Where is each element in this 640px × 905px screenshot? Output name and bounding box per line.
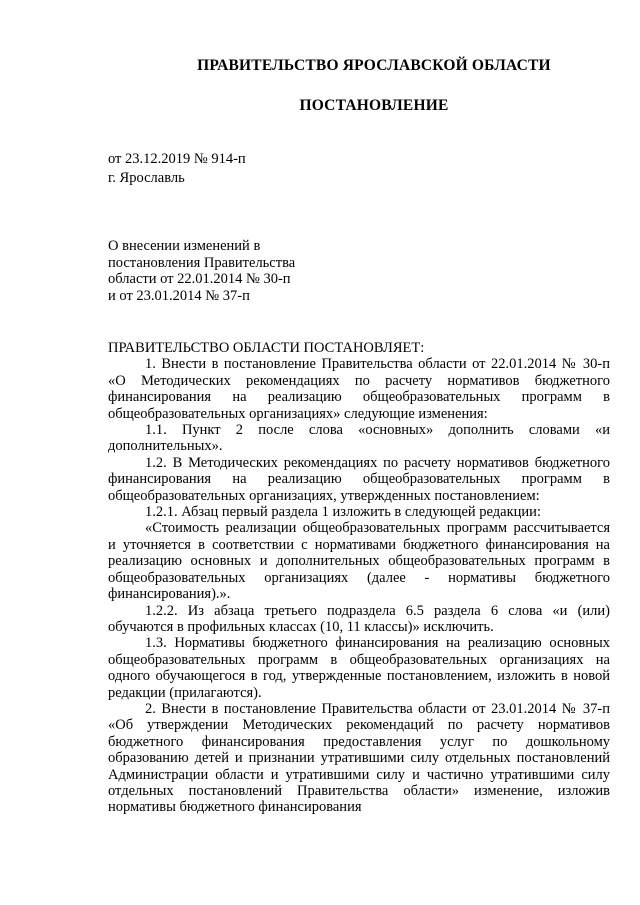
paragraph-1-2-1: 1.2.1. Абзац первый раздела 1 изложить в следующей редакции:	[145, 504, 541, 521]
date-number: от 23.12.2019 № 914-п	[108, 151, 246, 167]
paragraph-1-1: 1.1. Пункт 2 после слова «основных» дополнить словами «и дополнительных».	[108, 422, 610, 455]
subject-line: О внесении изменений в	[108, 238, 261, 254]
paragraph-1-2-2: 1.2.2. Из абзаца третьего подраздела 6.5 раздела 6 слова «и (или) обучаются в профильных классах (10, 11 классы)» исключить.	[108, 602, 610, 635]
paragraph-1-2: 1.2. В Методических рекомендациях по расчету нормативов бюджетного финансирования на реализацию общеобразовательных программ в общеобразовательных организациях, утвержденных постановлением:	[108, 454, 610, 504]
subject-line: области от 22.01.2014 № 30-п	[108, 271, 291, 287]
paragraph-1-3: 1.3. Нормативы бюджетного финансирования на реализацию основных общеобразовательных программ в общеобразовательных организациях на одного обучающегося в год, утвержденные постановлением, изложить в новой редакции (прилагаются).	[108, 635, 610, 701]
document-subject	[108, 238, 323, 304]
document-type-title: ПОСТАНОВЛЕНИЕ	[299, 97, 449, 114]
document-meta	[108, 150, 246, 188]
paragraph-1: 1. Внести в постановление Правительства области от 22.01.2014 № 30-п «О Методических рекомендациях по расчету нормативов бюджетного финансирования на реализацию общеобразовательных программ в общеобразовательных организациях» следующие изменения:	[108, 356, 610, 422]
subject-line: и от 23.01.2014 № 37-п	[108, 287, 250, 304]
city: г. Ярославль	[108, 170, 185, 186]
document-body	[108, 340, 610, 816]
paragraph-2: 2. Внести в постановление Правительства области от 23.01.2014 № 37-п «Об утверждении Методических рекомендаций по расчету нормативов бюджетного финансирования предоставления услуг по дошкольному образованию детей и признании утратившими силу отдельных постановлений Администрации области и утратившими силу и частично утратившими силу отдельных постановлений Правительства области» изменение, изложив нормативы бюджетного финансирования	[108, 700, 610, 816]
preamble: ПРАВИТЕЛЬСТВО ОБЛАСТИ ПОСТАНОВЛЯЕТ:	[108, 340, 425, 356]
paragraph-quote: «Стоимость реализации общеобразовательных программ рассчитывается и уточняется в соответствии с нормативами бюджетного финансирования на реализацию основных и дополнительных общеобразовательных программ в общеобразовательных организациях (далее - нормативы бюджетного финансирования).».	[108, 520, 610, 603]
subject-line: постановления Правительства	[108, 254, 296, 271]
government-title: ПРАВИТЕЛЬСТВО ЯРОСЛАВСКОЙ ОБЛАСТИ	[197, 57, 551, 74]
